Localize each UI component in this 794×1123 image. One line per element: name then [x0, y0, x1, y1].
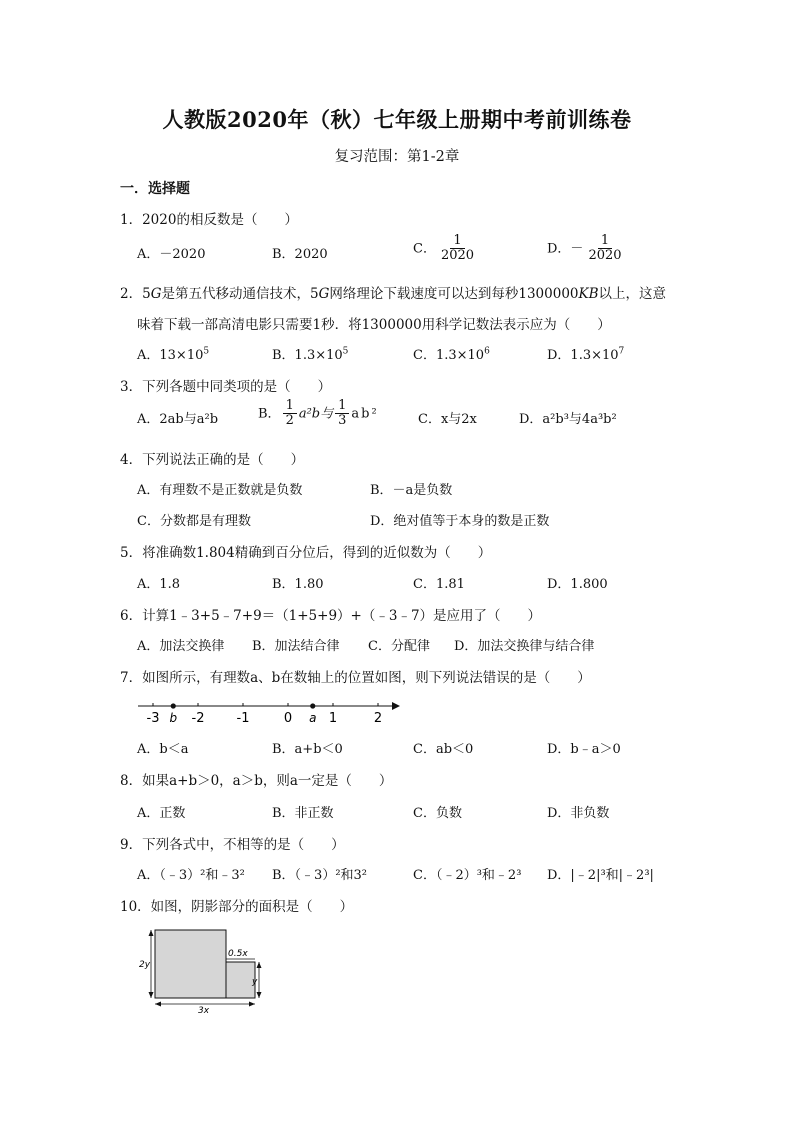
- fraction-numerator: 1: [335, 399, 349, 414]
- question-2-stem-line2: 味着下载一部高清电影只需要1秒．将1300000用科学记数法表示应为（ ）: [137, 317, 611, 333]
- q6-option-c: C．分配律: [368, 639, 430, 654]
- stem-text: 以上，这意: [598, 286, 667, 302]
- q8-option-c: C．负数: [413, 806, 462, 821]
- option-text: B．1.3×10: [272, 348, 343, 363]
- q3-option-a: A．2ab与a²b: [137, 412, 219, 427]
- fraction-denominator: 2020: [440, 248, 475, 264]
- q2-option-a: [137, 344, 209, 363]
- page-title: 人教版2020年（秋）七年级上册期中考前训练卷: [162, 107, 632, 132]
- q1-option-d: [547, 234, 627, 264]
- q7-option-d: D．b﹣a＞0: [547, 742, 621, 757]
- q4-option-a: A．有理数不是正数就是负数: [137, 483, 303, 498]
- exponent: 6: [484, 346, 490, 357]
- q5-option-d: D．1.800: [547, 577, 608, 592]
- number-line-tick-label: -3: [146, 711, 160, 726]
- number-line-tick-label: 1: [328, 711, 338, 726]
- question-5-stem: 5．将准确数1.804精确到百分位后，得到的近似数为（ ）: [120, 545, 492, 561]
- question-4-stem: 4．下列说法正确的是（ ）: [120, 452, 305, 468]
- fraction-denominator: 3: [338, 413, 347, 429]
- q3-option-b: [258, 399, 379, 429]
- page-subtitle: 复习范围：第1-2章: [334, 149, 460, 165]
- label-2y: 2y: [139, 960, 151, 970]
- q5-option-c: C．1.81: [413, 577, 465, 592]
- option-text: A．13×10: [137, 348, 204, 363]
- stem-text: G: [150, 286, 162, 302]
- question-6-stem: 6．计算1﹣3+5﹣7+9＝（1+5+9）+（﹣3﹣7）是应用了（ ）: [120, 608, 542, 624]
- q5-option-b: B．1.80: [272, 577, 324, 592]
- section-heading: 一．选择题: [120, 181, 190, 197]
- number-line-tick-label: -1: [236, 711, 250, 726]
- number-line-point-label-a: a: [309, 711, 317, 725]
- q8-option-d: D．非负数: [547, 806, 610, 821]
- q8-option-b: B．非正数: [272, 806, 334, 821]
- q1-option-d-prefix: D．－: [547, 241, 584, 257]
- fraction-denominator: 2: [285, 413, 294, 429]
- number-line-tick-label: -2: [191, 711, 205, 726]
- q7-option-c: C．ab＜0: [413, 742, 474, 757]
- arrow-down-icon: [149, 992, 154, 998]
- q9-option-d: D．|﹣2|³和|﹣2³|: [547, 868, 654, 883]
- question-8-stem: 8．如果a+b＞0，a＞b，则a一定是（ ）: [120, 773, 393, 789]
- q4-option-d: D．绝对值等于本身的数是正数: [370, 514, 550, 529]
- arrow-right-icon: [249, 1002, 255, 1007]
- q3-option-d: D．a²b³与4a³b²: [519, 412, 617, 427]
- label-y: y: [252, 977, 258, 987]
- label-3x: 3x: [198, 1006, 210, 1014]
- q8-option-a: A．正数: [137, 806, 186, 821]
- number-line-point-label-b: b: [169, 711, 178, 725]
- q2-option-d: [547, 344, 624, 363]
- q6-option-d: D．加法交换律与结合律: [454, 639, 595, 654]
- stem-text: KB: [578, 286, 599, 302]
- stem-text: 2．5: [120, 286, 151, 302]
- q7-option-b: B．a+b＜0: [272, 742, 343, 757]
- fraction-numerator: 1: [283, 399, 297, 414]
- fraction-denominator: 2020: [588, 248, 622, 264]
- question-7-stem: 7．如图所示，有理数a、b在数轴上的位置如图，则下列说法错误的是（ ）: [120, 670, 591, 686]
- q1-option-c-prefix: C．: [413, 241, 436, 257]
- question-3-stem: 3．下列各题中同类项的是（ ）: [120, 379, 332, 395]
- question-9-stem: 9．下列各式中，不相等的是（ ）: [120, 837, 345, 853]
- fraction-third: [335, 399, 349, 429]
- q6-option-b: B．加法结合律: [252, 639, 340, 654]
- exponent: 5: [203, 346, 210, 357]
- q4-option-c: C．分数都是有理数: [137, 514, 251, 529]
- question-2-stem-line1: [120, 282, 666, 302]
- exponent: 7: [618, 346, 625, 357]
- number-line-point-b: [171, 703, 176, 708]
- question-10-stem: 10．如图，阴影部分的面积是（ ）: [120, 899, 354, 915]
- option-text: a²b与: [298, 406, 334, 422]
- q9-option-b: B．（﹣3）²和3²: [272, 868, 368, 883]
- arrow-right-icon: [392, 702, 400, 710]
- stem-text: 网络理论下载速度可以达到每秒1300000: [329, 286, 579, 302]
- number-line-tick-label: 0: [283, 711, 293, 726]
- q5-option-a: A．1.8: [137, 577, 181, 592]
- option-prefix: B．: [258, 406, 281, 422]
- arrow-left-icon: [155, 1002, 161, 1007]
- q1-option-d-fraction: [585, 234, 624, 264]
- q2-option-b: [272, 344, 348, 363]
- q1-option-c-fraction: [438, 234, 477, 264]
- stem-text: G: [318, 286, 330, 302]
- option-text: ab²: [351, 406, 379, 422]
- label-0-5x: 0.5x: [228, 949, 248, 959]
- shaded-area-figure: [138, 922, 273, 1014]
- q6-option-a: A．加法交换律: [137, 639, 225, 654]
- fraction-numerator: 1: [598, 234, 612, 249]
- q7-option-a: A．b＜a: [137, 742, 189, 757]
- q4-option-b: B．－a是负数: [370, 483, 453, 498]
- exponent: 5: [342, 346, 349, 357]
- question-1-stem: 1．2020的相反数是（ ）: [120, 212, 298, 228]
- shaded-region: [155, 930, 255, 998]
- q1-option-b: B．2020: [272, 247, 328, 262]
- arrow-up-icon: [257, 962, 262, 968]
- q9-option-a: A．（﹣3）²和﹣3²: [137, 868, 245, 883]
- fraction-numerator: 1: [450, 234, 464, 249]
- number-line-tick-label: 2: [373, 711, 383, 726]
- fraction-half: [283, 399, 297, 429]
- stem-text: 是第五代移动通信技术，5: [161, 286, 319, 302]
- q1-option-a: A．－2020: [137, 247, 206, 262]
- number-line-point-a: [310, 703, 315, 708]
- arrow-down-icon: [257, 992, 262, 998]
- q2-option-c: [413, 344, 490, 363]
- q1-option-c: [413, 234, 479, 264]
- number-line: [130, 694, 405, 728]
- option-text: C．1.3×10: [413, 348, 485, 363]
- q3-option-c: C．x与2x: [418, 412, 477, 427]
- q9-option-c: C．（﹣2）³和﹣2³: [413, 868, 522, 883]
- arrow-up-icon: [149, 930, 154, 936]
- option-text: D．1.3×10: [547, 348, 619, 363]
